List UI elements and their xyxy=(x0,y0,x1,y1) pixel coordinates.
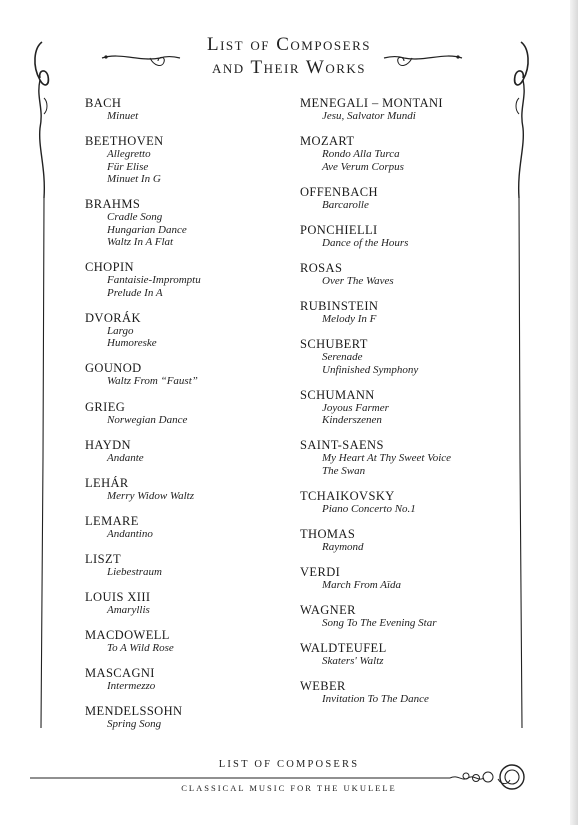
composer-name: SCHUMANN xyxy=(300,387,375,402)
composer-entry xyxy=(300,604,540,630)
composer-name: MACDOWELL xyxy=(85,628,170,643)
work-title: Raymond xyxy=(322,540,364,553)
composer-name: MENDELSSOHN xyxy=(85,704,183,719)
work-title: Rondo Alla Turca xyxy=(322,148,400,161)
work-title: Andantino xyxy=(107,527,153,540)
composer-name: THOMAS xyxy=(300,526,356,541)
footer-book-title: CLASSICAL MUSIC FOR THE UKULELE xyxy=(181,783,397,793)
composer-entry xyxy=(300,566,540,592)
composer-name: HAYDN xyxy=(85,437,131,452)
composer-name: LEMARE xyxy=(85,513,139,528)
work-title: Merry Widow Waltz xyxy=(107,489,194,502)
composer-name: MASCAGNI xyxy=(85,666,155,681)
work-title: Allegretto xyxy=(107,148,151,161)
composer-name: TCHAIKOVSKY xyxy=(300,488,395,503)
composer-name: CHOPIN xyxy=(85,260,134,275)
composer-entry xyxy=(85,401,285,427)
work-title: March From Aïda xyxy=(322,579,402,592)
composer-entry xyxy=(300,439,540,477)
composer-entry xyxy=(85,629,285,655)
composer-name: BRAHMS xyxy=(85,197,141,212)
work-title: Barcarolle xyxy=(322,198,369,211)
composer-entry xyxy=(85,439,285,465)
composer-entry xyxy=(300,680,540,706)
composer-name: WEBER xyxy=(300,679,346,694)
page-edge-shadow xyxy=(570,0,578,825)
composer-name: LOUIS XIII xyxy=(85,590,151,605)
composer-name: ROSAS xyxy=(300,260,343,275)
work-title: Piano Concerto No.1 xyxy=(322,502,416,515)
composer-entry xyxy=(85,261,285,299)
work-title: Joyous Farmer xyxy=(322,401,389,414)
composer-name: SCHUBERT xyxy=(300,337,368,352)
composer-entry xyxy=(300,186,540,212)
composer-entry xyxy=(300,262,540,288)
composer-name: RUBINSTEIN xyxy=(300,298,379,313)
work-title: Dance of the Hours xyxy=(322,236,409,249)
composer-name: SAINT-SAENS xyxy=(300,438,384,453)
composer-name: BACH xyxy=(85,96,122,110)
composer-entry xyxy=(85,477,285,503)
work-title: Invitation To The Dance xyxy=(322,693,429,706)
work-title: Minuet In G xyxy=(107,173,161,186)
composer-name: MENEGALI – MONTANI xyxy=(300,96,443,110)
work-title: Largo xyxy=(107,324,134,337)
work-title: My Heart At Thy Sweet Voice xyxy=(322,452,452,465)
composer-name: GRIEG xyxy=(85,399,126,414)
work-title: Over The Waves xyxy=(322,274,394,287)
composer-entry xyxy=(85,667,285,693)
work-title: Humoreske xyxy=(107,337,157,350)
composer-entry xyxy=(85,198,285,249)
work-title: Melody In F xyxy=(322,312,377,325)
work-title: Waltz From “Faust” xyxy=(107,375,198,388)
composer-entry xyxy=(85,591,285,617)
composer-entry xyxy=(85,705,285,731)
composer-name: LEHÁR xyxy=(85,475,129,490)
work-title: Ave Verum Corpus xyxy=(322,160,404,173)
composer-name: LISZT xyxy=(85,551,122,566)
composer-name: BEETHOVEN xyxy=(85,134,164,149)
work-title: Hungarian Dance xyxy=(107,223,187,236)
work-title: Intermezzo xyxy=(107,680,156,693)
footer-section-title: LIST OF COMPOSERS xyxy=(218,759,360,770)
work-title: Spring Song xyxy=(107,718,162,731)
composer-name: WALDTEUFEL xyxy=(300,641,387,656)
composer-entry xyxy=(85,135,285,186)
work-title: Serenade xyxy=(322,351,363,364)
composer-name: GOUNOD xyxy=(85,361,142,376)
composer-entry xyxy=(300,528,540,554)
left-border-flourish xyxy=(30,38,52,728)
composer-entry xyxy=(85,312,285,350)
work-title: Cradle Song xyxy=(107,211,163,224)
work-title: Für Elise xyxy=(107,160,149,173)
work-title: Norwegian Dance xyxy=(107,413,188,426)
work-title: Minuet xyxy=(107,110,139,122)
composer-name: OFFENBACH xyxy=(300,184,378,199)
work-title: Prelude In A xyxy=(107,286,163,299)
work-title: Fantaisie-Impromptu xyxy=(107,274,201,287)
composer-entry xyxy=(300,338,540,376)
composer-list-right-column xyxy=(300,97,540,718)
composer-entry xyxy=(85,553,285,579)
work-title: To A Wild Rose xyxy=(107,642,174,655)
composer-name: VERDI xyxy=(300,565,341,580)
composer-list-left-column xyxy=(85,97,285,743)
composer-entry xyxy=(85,97,285,123)
composer-entry xyxy=(300,224,540,250)
composer-name: WAGNER xyxy=(300,603,356,618)
composer-entry xyxy=(300,97,540,123)
composer-entry xyxy=(300,642,540,668)
composer-entry xyxy=(300,490,540,516)
composer-entry xyxy=(300,300,540,326)
composer-entry xyxy=(300,135,540,173)
page-title-line-1: List of Composers xyxy=(206,34,372,55)
work-title: Liebestraum xyxy=(107,565,162,578)
work-title: Andante xyxy=(107,451,144,464)
work-title: Waltz In A Flat xyxy=(107,236,174,249)
work-title: Unfinished Symphony xyxy=(322,363,419,376)
composer-entry xyxy=(85,515,285,541)
work-title: The Swan xyxy=(322,464,366,477)
work-title: Kinderszenen xyxy=(322,414,382,427)
page-title-line-2: and Their Works xyxy=(211,57,367,78)
composer-name: PONCHIELLI xyxy=(300,222,378,237)
composer-name: MOZART xyxy=(300,134,355,149)
composer-entry xyxy=(85,362,285,388)
composer-name: DVORÁK xyxy=(85,310,141,325)
work-title: Skaters' Waltz xyxy=(322,655,384,668)
work-title: Jesu, Salvator Mundi xyxy=(322,110,416,122)
composer-entry xyxy=(300,389,540,427)
work-title: Song To The Evening Star xyxy=(322,617,437,630)
work-title: Amaryllis xyxy=(107,604,150,617)
